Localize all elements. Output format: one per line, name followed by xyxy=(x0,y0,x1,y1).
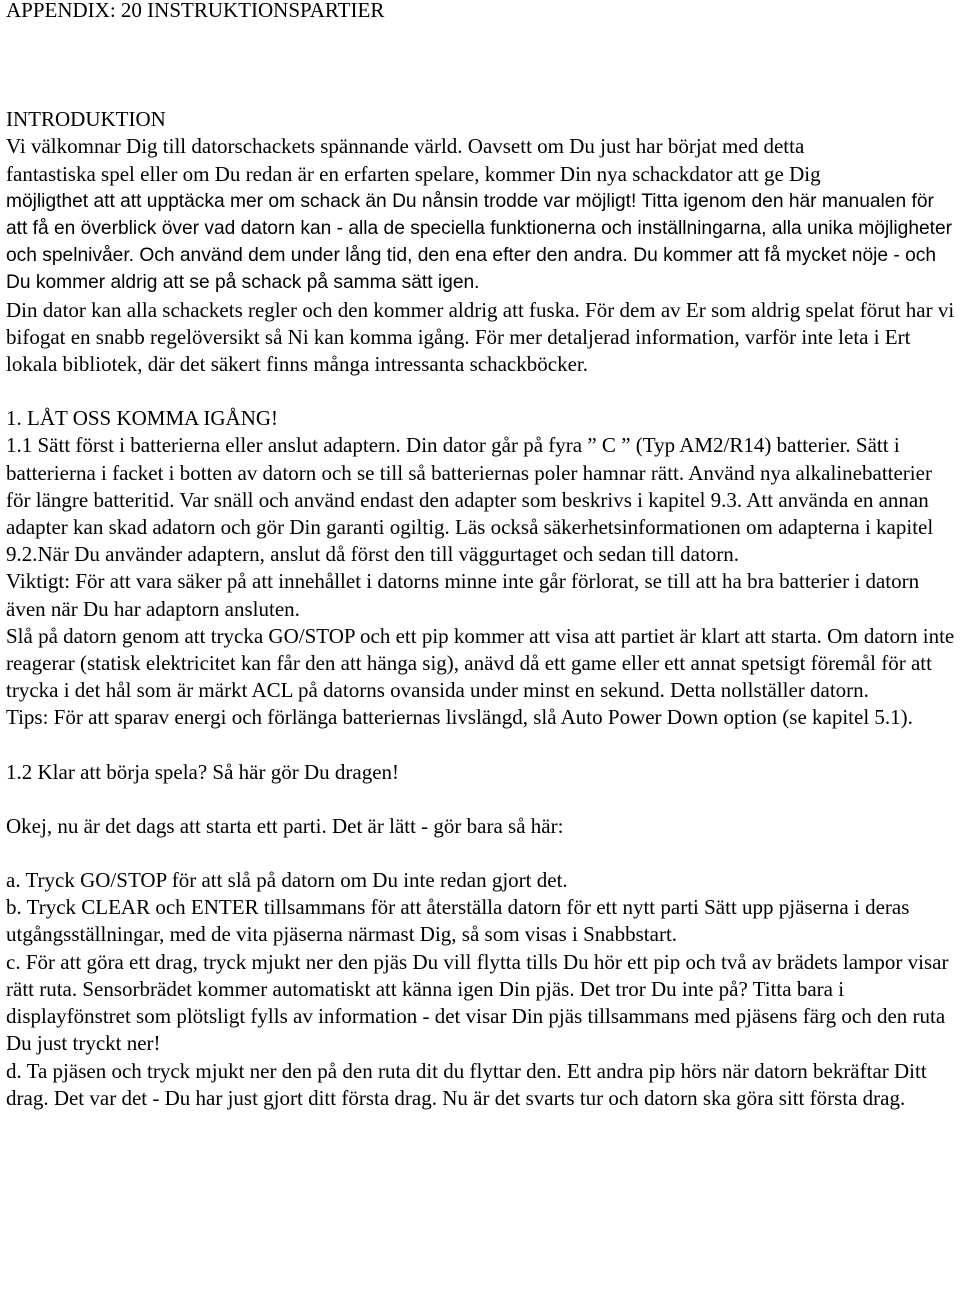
intro-line-1: Vi välkomnar Dig till datorschackets spännande värld. Oavsett om Du just har börjat med detta xyxy=(6,134,805,159)
spacer xyxy=(6,786,958,813)
tips-paragraph: Tips: För att sparav energi och förlänga batteriernas livslängd, slå Auto Power Down option (se kapitel 5.1). xyxy=(6,705,913,730)
spacer xyxy=(6,732,958,759)
intro-line-2: fantastiska spel eller om Du redan är en erfarten spelare, kommer Din nya schackdator att ge Dig xyxy=(6,161,821,186)
section-1-2-intro: Okej, nu är det dags att starta ett parti. Det är lätt - gör bara så här: xyxy=(6,813,564,838)
intro-paragraph xyxy=(6,133,958,296)
intro-heading: INTRODUKTION xyxy=(6,107,166,132)
spacer xyxy=(6,840,958,867)
document-title: APPENDIX: 20 INSTRUKTIONSPARTIER xyxy=(6,0,385,22)
spacer xyxy=(6,378,958,405)
section-1-heading: 1. LÅT OSS KOMMA IGÅNG! xyxy=(6,406,279,431)
step-a: a. Tryck GO/STOP för att slå på datorn om Du inte redan gjort det. xyxy=(6,868,568,893)
spacer xyxy=(6,24,958,106)
step-b: b. Tryck CLEAR och ENTER tillsammans för att återställa datorn för ett nytt parti Sätt upp pjäserna i deras utgångsställningar, med de vita pjäserna närmast Dig, så som visas i Snabbstart. xyxy=(6,895,910,947)
step-c: c. För att göra ett drag, tryck mjukt ner den pjäs Du vill flytta tills Du hör ett pip och två av brädets lampor visar rätt ruta. Sensorbrädet kommer automatiskt att känna igen Din pjäs. Det tror Du inte på? Titta bara i displayfönstret som plötsligt fylls av information - det visar Din pjäs tillsammans med pjäsens färg och den ruta Du just tryckt ner! xyxy=(6,949,949,1056)
document-page xyxy=(6,0,958,1112)
intro-paragraph-2: Din dator kan alla schackets regler och den kommer aldrig att fuska. För dem av Er som aldrig spelat förut har vi bifogat en snabb regelöversikt så Ni kan komma igång. För mer detaljerad information, varför inte leta i Ert lokala bibliotek, där det säkert finns många intressanta schackböcker. xyxy=(6,297,955,377)
intro-sans-text: möjligthet att att upptäcka mer om schack än Du nånsin trodde var möjligt! Titta igenom den här manualen för att få en överblick över vad datorn kan - alla de speciella funktionerna och inställningarna, alla unika möjligheter och spelnivåer. Och använd dem under lång tid, den ena efter den andra. Du kommer att få mycket nöje - och Du kommer aldrig att se på schack på samma sätt igen. xyxy=(6,190,953,294)
step-d: d. Ta pjäsen och tryck mjukt ner den på den ruta dit du flyttar den. Ett andra pip hörs när datorn bekräftar Ditt drag. Det var det - Du har just gjort ditt första drag. Nu är det svarts tur och datorn ska göra sitt första drag. xyxy=(6,1058,927,1110)
power-on-paragraph: Slå på datorn genom att trycka GO/STOP och ett pip kommer att visa att partiet är klart att starta. Om datorn inte reagerar (statisk elektricitet kan får den att hänga sig), anävd då ett game eller ett annat spetsigt föremål för att trycka i det hål som är märkt ACL på datorns ovansida under minst en sekund. Detta nollställer datorn. xyxy=(6,623,955,703)
section-1-1-paragraph: 1.1 Sätt först i batterierna eller anslut adaptern. Din dator går på fyra ” C ” (Typ AM2/R14) batterier. Sätt i batterierna i facket i botten av datorn och se till så batteriernas poler hamnar rätt. Använd nya alkalinebatterier för längre batteritid. Var snäll och använd endast den adapter som beskrivs i kapitel 9.3. Att använda en annan adapter kan skad adatorn och gör Din garanti ogiltig. Läs också säkerhetsinformationen om adapterna i kapitel 9.2.När Du använder adaptern, anslut då först den till väggurtaget och sedan till datorn. xyxy=(6,433,934,567)
section-1-2-heading: 1.2 Klar att börja spela? Så här gör Du dragen! xyxy=(6,759,400,784)
important-note: Viktigt: För att vara säker på att innehållet i datorns minne inte går förlorat, se till att ha bra batterier i datorn även när Du har adaptorn ansluten. xyxy=(6,569,920,621)
